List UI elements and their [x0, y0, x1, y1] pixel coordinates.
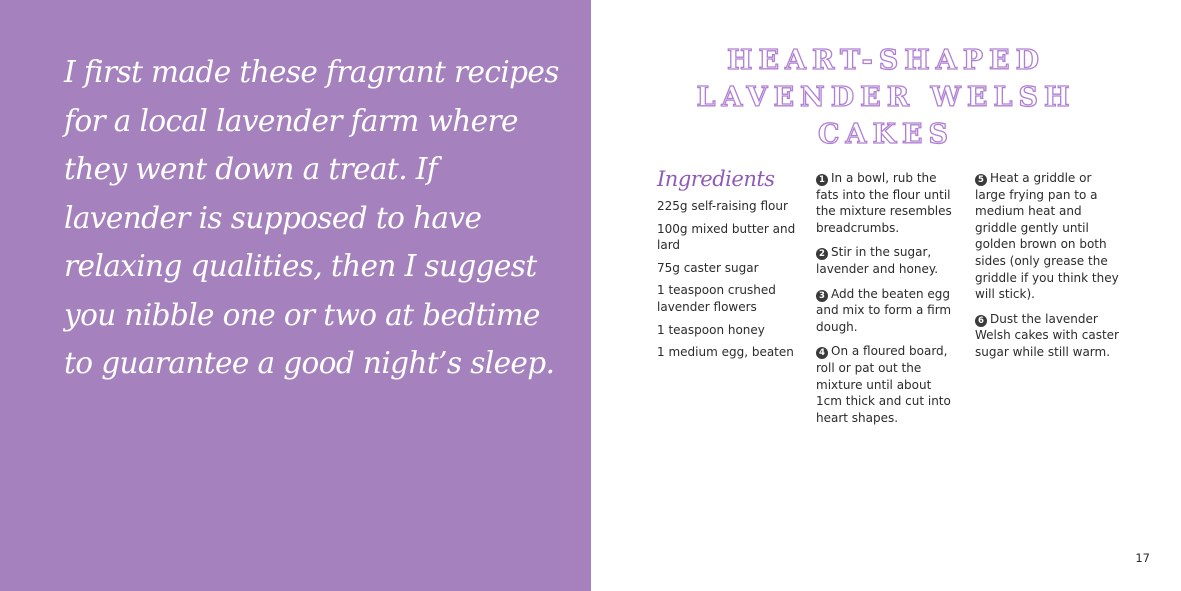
step-text: In a bowl, rub the fats into the flour until the mixture resembles breadcrumbs.	[816, 171, 952, 235]
ingredient-item: 1 teaspoon honey	[657, 322, 765, 337]
method-step	[816, 170, 961, 236]
step-number-badge: 4	[816, 347, 828, 359]
ingredient-item: 225g self-raising flour	[657, 199, 788, 213]
step-text: Heat a griddle or large frying pan to a medium heat and griddle gently until golden brown on both sides (only grease the griddle if you think they will stick).	[975, 171, 1119, 302]
method-step	[816, 286, 961, 336]
ingredient-item: 1 teaspoon crushed lavender flowers	[657, 283, 776, 314]
step-text: Stir in the sugar, lavender and honey.	[816, 245, 939, 276]
recipe-title-line: LAVENDER WELSH	[696, 82, 1076, 113]
right-page	[591, 0, 1181, 591]
method-step	[816, 343, 961, 426]
step-text: Dust the lavender Welsh cakes with caster sugar while still warm.	[975, 311, 1119, 359]
ingredients-column	[657, 166, 807, 367]
ingredients-heading: Ingredients	[657, 167, 775, 191]
step-number-badge: 2	[816, 248, 828, 260]
recipe-title-line: CAKES	[818, 119, 954, 150]
step-text: Add the beaten egg and mix to form a firm dough.	[816, 286, 952, 334]
method-step	[975, 170, 1125, 303]
step-text: On a floured board, roll or pat out the mixture until about 1cm thick and cut into heart shapes.	[816, 344, 951, 425]
step-number-badge: 6	[975, 315, 987, 327]
method-step	[975, 311, 1125, 361]
step-number-badge: 1	[816, 174, 828, 186]
step-number-badge: 3	[816, 290, 828, 302]
method-column-2	[975, 170, 1125, 369]
ingredient-item: 75g caster sugar	[657, 260, 759, 275]
step-number-badge: 5	[975, 174, 987, 186]
intro-text: I first made these fragrant recipes for a local lavender farm where they went down a treat. If lavender is supposed to have relaxing qualities, then I suggest you nibble one or two at bedtime to guarantee a good night’s sleep.	[64, 55, 559, 380]
recipe-title-line: HEART-SHAPED	[726, 45, 1046, 76]
ingredient-item: 1 medium egg, beaten	[657, 345, 794, 360]
method-column-1	[816, 170, 961, 434]
method-step	[816, 244, 961, 277]
ingredient-item: 100g mixed butter and lard	[657, 221, 796, 253]
recipe-title	[641, 42, 1131, 153]
page-number: 17	[1135, 551, 1150, 565]
